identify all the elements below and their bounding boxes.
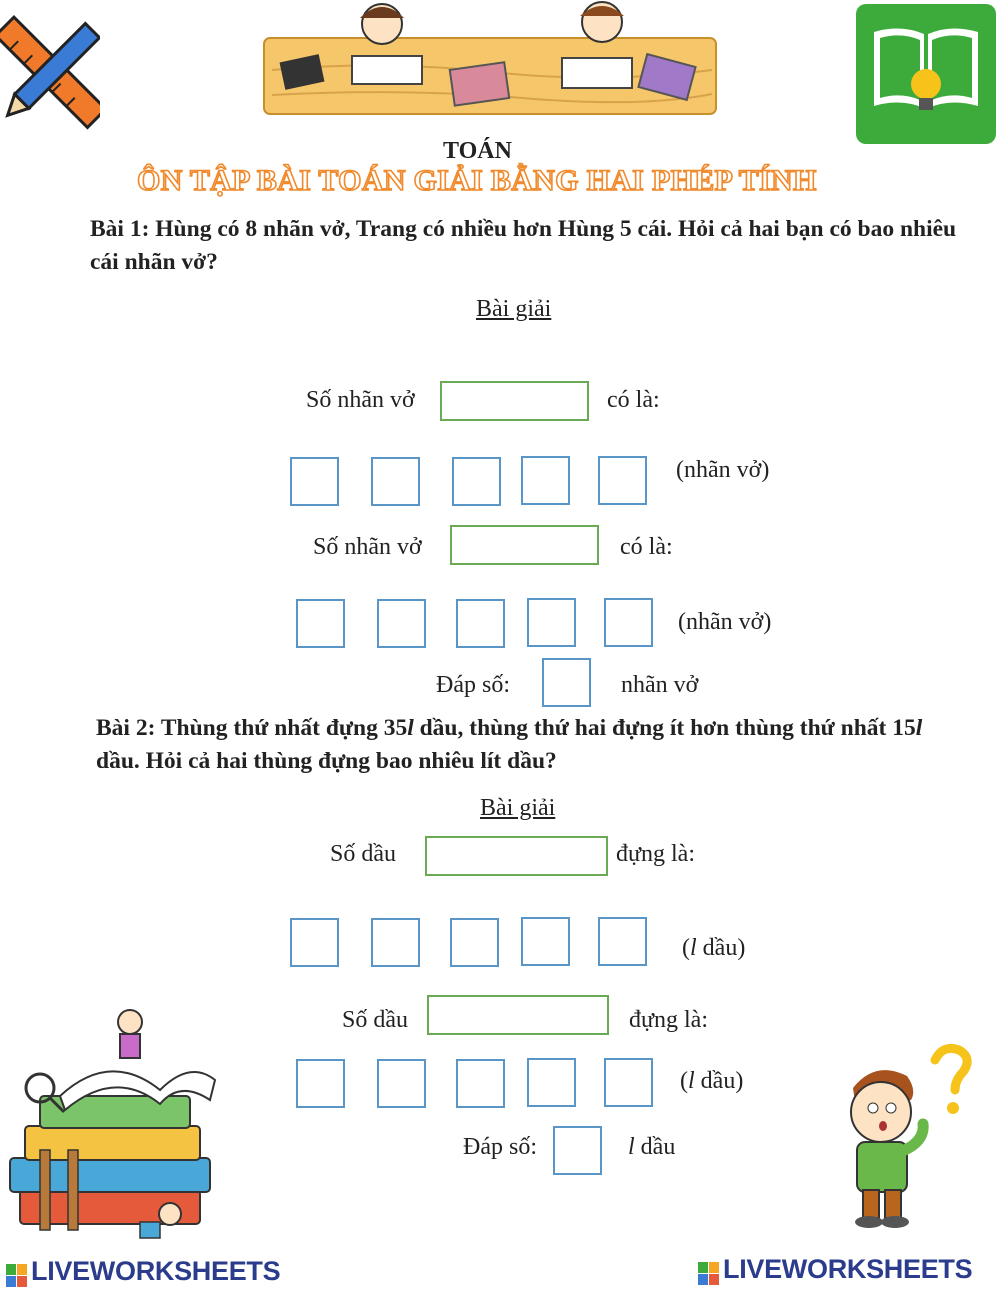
ex1-line2-input[interactable]: [450, 525, 599, 565]
ex2-calc1-box-4[interactable]: [521, 917, 570, 966]
ex1-line2-suffix: có là:: [620, 534, 673, 560]
ruler-pencil-icon: [0, 8, 100, 138]
ex1-line1-input[interactable]: [440, 381, 589, 421]
ex1-answer-label: Đáp số:: [436, 672, 510, 698]
exercise-1-solution-heading: Bài giải: [476, 296, 552, 322]
kids-reading-banner: [262, 0, 718, 118]
ex2-answer-unit-rest: dầu: [634, 1134, 676, 1160]
ex2-line2-unit: [680, 1068, 743, 1095]
worksheet-title: ÔN TẬP BÀI TOÁN GIẢI BẰNG HAI PHÉP TÍNH: [137, 164, 817, 197]
brand-left-text: LIVEWORKSHEETS: [31, 1256, 281, 1286]
ex1-calc1-box-1[interactable]: [290, 457, 339, 506]
ex1-answer-box[interactable]: [542, 658, 591, 707]
exercise-2-prompt: [96, 712, 946, 778]
ex2-line1-input[interactable]: [425, 836, 608, 876]
ex1-line2-label: Số nhãn vở: [313, 534, 422, 560]
liveworksheets-logo-icon: [6, 1264, 28, 1288]
ex2-line1-unit-open: (: [682, 935, 690, 961]
ex2-line1-unit: [682, 935, 745, 962]
ex2-calc1-box-2[interactable]: [371, 918, 420, 967]
exercise-2-solution-heading: Bài giải: [480, 795, 556, 821]
ex1-calc2-box-5[interactable]: [604, 598, 653, 647]
ex2-calc2-box-4[interactable]: [527, 1058, 576, 1107]
brand-right: [698, 1254, 972, 1286]
ex1-line1-suffix: có là:: [607, 387, 660, 413]
ex2-prompt-part2: dầu, thùng thứ hai đựng ít hơn thùng thứ nhất 15: [413, 715, 916, 741]
book-lightbulb-icon: [856, 4, 996, 144]
ex2-line2-label: Số dầu: [342, 1007, 408, 1033]
ex2-answer-unit-l: l: [628, 1134, 635, 1160]
ex1-calc2-box-3[interactable]: [456, 599, 505, 648]
ex2-answer-box[interactable]: [553, 1126, 602, 1175]
ex2-answer-unit: [628, 1134, 675, 1161]
ex2-answer-label: Đáp số:: [463, 1134, 537, 1160]
subject-label: TOÁN: [443, 138, 512, 164]
ex2-calc1-box-1[interactable]: [290, 918, 339, 967]
ex2-prompt-liter-1: l: [407, 715, 414, 741]
ex2-line1-label: Số dầu: [330, 841, 396, 867]
ex2-line1-unit-rest: dầu): [696, 935, 746, 961]
ex1-answer-unit: nhãn vở: [621, 672, 699, 698]
ex2-calc2-box-5[interactable]: [604, 1058, 653, 1107]
brand-left: [6, 1256, 280, 1288]
ex1-line2-unit: (nhãn vở): [678, 609, 772, 635]
ex2-calc2-box-1[interactable]: [296, 1059, 345, 1108]
ex1-calc2-box-4[interactable]: [527, 598, 576, 647]
ex1-line1-unit: (nhãn vở): [676, 457, 770, 483]
ex1-calc1-box-5[interactable]: [598, 456, 647, 505]
kids-on-books-illustration: [0, 1000, 235, 1250]
ex2-calc1-box-5[interactable]: [598, 917, 647, 966]
ex2-line1-unit-l: l: [690, 935, 697, 961]
exercise-1-prompt: Bài 1: Hùng có 8 nhãn vở, Trang có nhiều hơn Hùng 5 cái. Hỏi cả hai bạn có bao nhiêu cái nhãn vở?: [90, 216, 957, 275]
ex1-calc1-box-4[interactable]: [521, 456, 570, 505]
ex1-calc2-box-1[interactable]: [296, 599, 345, 648]
thinking-boy-illustration: [835, 1040, 985, 1230]
ex2-prompt-part1: Bài 2: Thùng thứ nhất đựng 35: [96, 715, 408, 741]
ex2-prompt-part3: dầu. Hỏi cả hai thùng đựng bao nhiêu lít dầu?: [96, 748, 557, 774]
liveworksheets-logo-icon: [698, 1262, 720, 1286]
ex2-prompt-liter-2: l: [915, 715, 923, 741]
ex1-line1-label: Số nhãn vở: [306, 387, 415, 413]
ex1-calc1-box-3[interactable]: [452, 457, 501, 506]
ex2-calc2-box-2[interactable]: [377, 1059, 426, 1108]
ex1-calc2-box-2[interactable]: [377, 599, 426, 648]
ex2-calc1-box-3[interactable]: [450, 918, 499, 967]
ex1-calc1-box-2[interactable]: [371, 457, 420, 506]
ex2-calc2-box-3[interactable]: [456, 1059, 505, 1108]
ex2-line2-unit-rest: dầu): [694, 1068, 744, 1094]
ex2-line2-input[interactable]: [427, 995, 609, 1035]
ex2-line1-suffix: đựng là:: [616, 841, 695, 867]
ex2-line2-suffix: đựng là:: [629, 1007, 708, 1033]
brand-right-text: LIVEWORKSHEETS: [723, 1254, 973, 1284]
ex2-line2-unit-open: (: [680, 1068, 688, 1094]
ex2-line2-unit-l: l: [688, 1068, 695, 1094]
